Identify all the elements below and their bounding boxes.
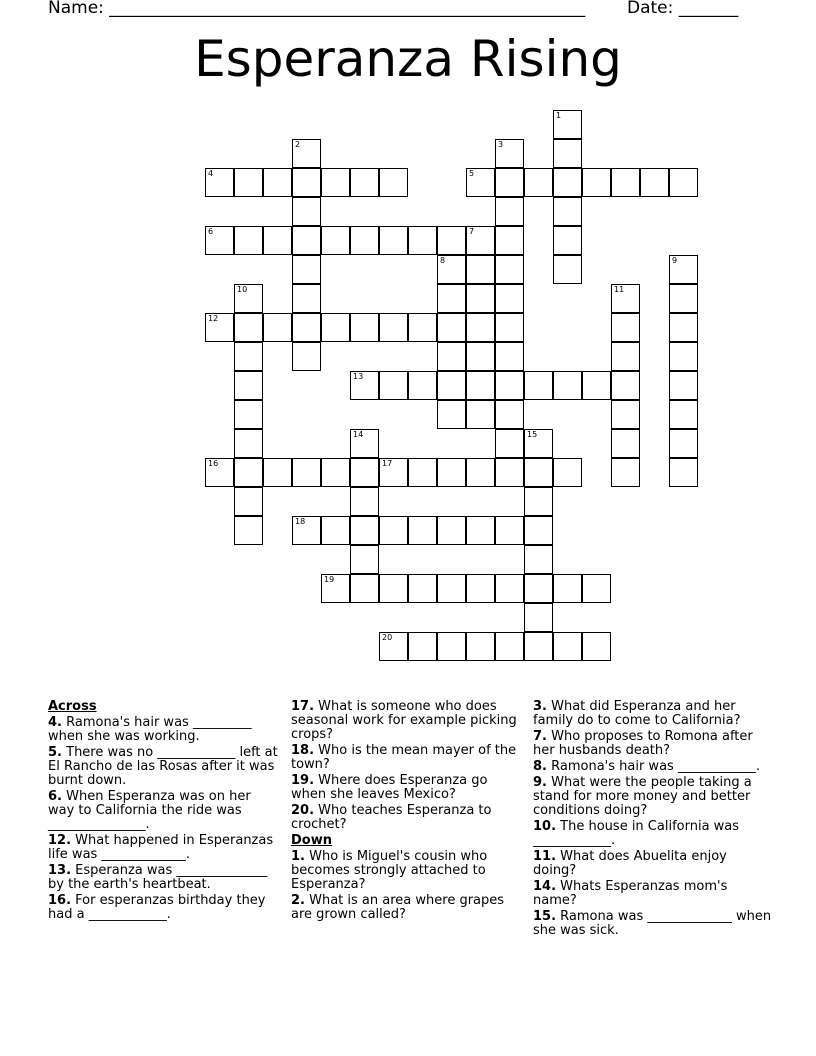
grid-cell[interactable] [466, 168, 495, 197]
clue-down-11: 11. What does Abuelita enjoy doing? [533, 849, 727, 878]
grid-cell[interactable] [611, 284, 640, 313]
clue-down-7: 7. Who proposes to Romona after her husbands death? [533, 729, 753, 758]
grid-cell[interactable] [669, 168, 698, 197]
grid-cell[interactable] [524, 429, 553, 458]
grid-cell[interactable] [350, 226, 379, 255]
grid-cell[interactable] [234, 342, 263, 371]
grid-cell[interactable] [437, 313, 466, 342]
grid-cell[interactable] [234, 458, 263, 487]
grid-cell[interactable] [292, 168, 321, 197]
grid-cell[interactable] [234, 284, 263, 313]
grid-cell[interactable] [350, 487, 379, 516]
grid-cell[interactable] [524, 516, 553, 545]
grid-cell[interactable] [466, 458, 495, 487]
cell-number: 16 [208, 459, 219, 468]
down-heading: Down [291, 833, 332, 848]
grid-cell[interactable] [263, 458, 292, 487]
clue-across-20: 20. Who teaches Esperanza to crochet? [291, 803, 492, 832]
grid-cell[interactable] [553, 226, 582, 255]
grid-cell[interactable] [495, 632, 524, 661]
cell-number: 1 [556, 111, 562, 120]
clue-down-10: 10. The house in California was ____________. [533, 819, 740, 848]
grid-cell[interactable] [495, 458, 524, 487]
grid-cell[interactable] [234, 313, 263, 342]
grid-cell[interactable] [553, 632, 582, 661]
grid-cell[interactable] [669, 400, 698, 429]
grid-cell[interactable] [408, 371, 437, 400]
grid-cell[interactable] [321, 168, 350, 197]
grid-cell[interactable] [495, 197, 524, 226]
grid-cell[interactable] [292, 284, 321, 313]
grid-cell[interactable] [495, 371, 524, 400]
grid-cell[interactable] [437, 284, 466, 313]
grid-cell[interactable] [292, 313, 321, 342]
grid-cell[interactable] [321, 458, 350, 487]
cell-number: 12 [208, 314, 219, 323]
grid-cell[interactable] [234, 400, 263, 429]
grid-cell[interactable] [495, 400, 524, 429]
grid-cell[interactable] [292, 139, 321, 168]
grid-cell[interactable] [553, 168, 582, 197]
cell-number: 5 [469, 169, 475, 178]
grid-cell[interactable] [350, 574, 379, 603]
clue-across-16: 16. For esperanzas birthday they had a ____________. [48, 893, 266, 922]
grid-cell[interactable] [350, 458, 379, 487]
clue-across-5: 5. There was no ____________ left at El Rancho de las Rosas after it was burnt down. [48, 745, 278, 788]
cell-number: 3 [498, 140, 504, 149]
grid-cell[interactable] [466, 400, 495, 429]
grid-cell[interactable] [524, 603, 553, 632]
clue-across-4: 4. Ramona's hair was _________ when she was working. [48, 715, 252, 744]
grid-cell[interactable] [611, 458, 640, 487]
cell-number: 18 [295, 517, 306, 526]
grid-cell[interactable] [669, 255, 698, 284]
grid-cell[interactable] [350, 313, 379, 342]
clue-across-13: 13. Esperanza was ______________ by the earth's heartbeat. [48, 863, 268, 892]
clue-column-1 [48, 700, 278, 924]
grid-cell[interactable] [611, 342, 640, 371]
grid-cell[interactable] [640, 168, 669, 197]
grid-cell[interactable] [263, 168, 292, 197]
grid-cell[interactable] [582, 632, 611, 661]
cell-number: 19 [324, 575, 335, 584]
grid-cell[interactable] [669, 371, 698, 400]
grid-cell[interactable] [234, 429, 263, 458]
grid-cell[interactable] [350, 168, 379, 197]
clue-down-9: 9. What were the people taking a stand for more money and better conditions doing? [533, 775, 752, 818]
grid-cell[interactable] [611, 400, 640, 429]
grid-cell[interactable] [321, 574, 350, 603]
cell-number: 20 [382, 633, 393, 642]
grid-cell[interactable] [553, 458, 582, 487]
clue-down-14: 14. Whats Esperanzas mom's name? [533, 879, 728, 908]
grid-cell[interactable] [205, 313, 234, 342]
grid-cell[interactable] [292, 342, 321, 371]
grid-cell[interactable] [466, 574, 495, 603]
grid-cell[interactable] [495, 429, 524, 458]
grid-cell[interactable] [263, 226, 292, 255]
grid-cell[interactable] [234, 226, 263, 255]
grid-cell[interactable] [669, 342, 698, 371]
cell-number: 9 [672, 256, 678, 265]
grid-cell[interactable] [321, 226, 350, 255]
grid-cell[interactable] [350, 371, 379, 400]
grid-cell[interactable] [611, 371, 640, 400]
grid-cell[interactable] [321, 313, 350, 342]
grid-cell[interactable] [437, 255, 466, 284]
cell-number: 2 [295, 140, 301, 149]
grid-cell[interactable] [611, 313, 640, 342]
grid-cell[interactable] [524, 168, 553, 197]
grid-cell[interactable] [437, 632, 466, 661]
clue-column-2 [291, 700, 521, 924]
grid-cell[interactable] [669, 313, 698, 342]
grid-cell[interactable] [205, 226, 234, 255]
grid-cell[interactable] [234, 168, 263, 197]
grid-cell[interactable] [292, 197, 321, 226]
grid-cell[interactable] [437, 371, 466, 400]
grid-cell[interactable] [350, 516, 379, 545]
grid-cell[interactable] [379, 168, 408, 197]
grid-cell[interactable] [205, 168, 234, 197]
grid-cell[interactable] [408, 313, 437, 342]
grid-cell[interactable] [524, 458, 553, 487]
grid-cell[interactable] [495, 139, 524, 168]
grid-cell[interactable] [408, 226, 437, 255]
grid-cell[interactable] [611, 429, 640, 458]
clue-across-12: 12. What happened in Esperanzas life was _____________. [48, 833, 274, 862]
grid-cell[interactable] [466, 284, 495, 313]
grid-cell[interactable] [669, 429, 698, 458]
grid-cell[interactable] [437, 342, 466, 371]
cell-number: 7 [469, 227, 475, 236]
grid-cell[interactable] [669, 284, 698, 313]
clue-across-18: 18. Who is the mean mayer of the town? [291, 743, 517, 772]
grid-cell[interactable] [437, 458, 466, 487]
grid-cell[interactable] [466, 313, 495, 342]
grid-cell[interactable] [379, 458, 408, 487]
clue-down-3: 3. What did Esperanza and her family do to come to California? [533, 699, 741, 728]
grid-cell[interactable] [495, 516, 524, 545]
across-heading: Across [48, 699, 97, 714]
clue-down-2: 2. What is an area where grapes are grown called? [291, 893, 505, 922]
grid-cell[interactable] [611, 168, 640, 197]
grid-cell[interactable] [524, 371, 553, 400]
grid-cell[interactable] [379, 226, 408, 255]
grid-cell[interactable] [408, 574, 437, 603]
grid-cell[interactable] [524, 574, 553, 603]
cell-number: 6 [208, 227, 214, 236]
grid-cell[interactable] [408, 516, 437, 545]
grid-cell[interactable] [437, 574, 466, 603]
grid-cell[interactable] [205, 458, 234, 487]
clue-across-19: 19. Where does Esperanza go when she leaves Mexico? [291, 773, 488, 802]
grid-cell[interactable] [379, 574, 408, 603]
cell-number: 8 [440, 256, 446, 265]
grid-cell[interactable] [553, 255, 582, 284]
grid-cell[interactable] [495, 342, 524, 371]
grid-cell[interactable] [553, 139, 582, 168]
grid-cell[interactable] [524, 487, 553, 516]
grid-cell[interactable] [437, 400, 466, 429]
grid-cell[interactable] [379, 632, 408, 661]
grid-cell[interactable] [292, 458, 321, 487]
grid-cell[interactable] [350, 545, 379, 574]
grid-cell[interactable] [234, 371, 263, 400]
grid-cell[interactable] [553, 197, 582, 226]
grid-cell[interactable] [466, 516, 495, 545]
clue-across-6: 6. When Esperanza was on her way to California the ride was _______________. [48, 789, 251, 832]
cell-number: 14 [353, 430, 364, 439]
grid-cell[interactable] [524, 632, 553, 661]
grid-cell[interactable] [553, 574, 582, 603]
grid-cell[interactable] [437, 226, 466, 255]
grid-cell[interactable] [292, 255, 321, 284]
cell-number: 13 [353, 372, 364, 381]
grid-cell[interactable] [292, 226, 321, 255]
grid-cell[interactable] [582, 168, 611, 197]
grid-cell[interactable] [437, 516, 466, 545]
grid-cell[interactable] [495, 255, 524, 284]
grid-cell[interactable] [495, 168, 524, 197]
cell-number: 17 [382, 459, 393, 468]
grid-cell[interactable] [466, 632, 495, 661]
grid-cell[interactable] [582, 371, 611, 400]
grid-cell[interactable] [350, 429, 379, 458]
cell-number: 15 [527, 430, 538, 439]
grid-cell[interactable] [379, 371, 408, 400]
name-field-label: Name: ________________________________________________________ [48, 0, 586, 18]
grid-cell[interactable] [234, 487, 263, 516]
clue-column-3 [533, 700, 773, 940]
date-field-label: Date: _______ [627, 0, 739, 18]
cell-number: 10 [237, 285, 248, 294]
grid-cell[interactable] [495, 313, 524, 342]
grid-cell[interactable] [582, 574, 611, 603]
grid-cell[interactable] [234, 516, 263, 545]
grid-cell[interactable] [466, 226, 495, 255]
clue-across-17: 17. What is someone who does seasonal work for example picking crops? [291, 699, 517, 742]
grid-cell[interactable] [669, 458, 698, 487]
cell-number: 4 [208, 169, 214, 178]
grid-cell[interactable] [553, 371, 582, 400]
grid-cell[interactable] [408, 632, 437, 661]
cell-number: 11 [614, 285, 625, 294]
grid-cell[interactable] [466, 255, 495, 284]
grid-cell[interactable] [263, 313, 292, 342]
grid-cell[interactable] [466, 371, 495, 400]
grid-cell[interactable] [292, 516, 321, 545]
page-title: Esperanza Rising [194, 30, 622, 88]
grid-cell[interactable] [379, 516, 408, 545]
grid-cell[interactable] [379, 313, 408, 342]
grid-cell[interactable] [553, 110, 582, 139]
grid-cell[interactable] [321, 516, 350, 545]
grid-cell[interactable] [495, 284, 524, 313]
clue-down-15: 15. Ramona was _____________ when she was sick. [533, 909, 772, 938]
grid-cell[interactable] [466, 342, 495, 371]
grid-cell[interactable] [495, 574, 524, 603]
grid-cell[interactable] [524, 545, 553, 574]
grid-cell[interactable] [495, 226, 524, 255]
clue-down-8: 8. Ramona's hair was ____________. [533, 759, 761, 774]
clue-down-1: 1. Who is Miguel's cousin who becomes strongly attached to Esperanza? [291, 849, 488, 892]
grid-cell[interactable] [408, 458, 437, 487]
